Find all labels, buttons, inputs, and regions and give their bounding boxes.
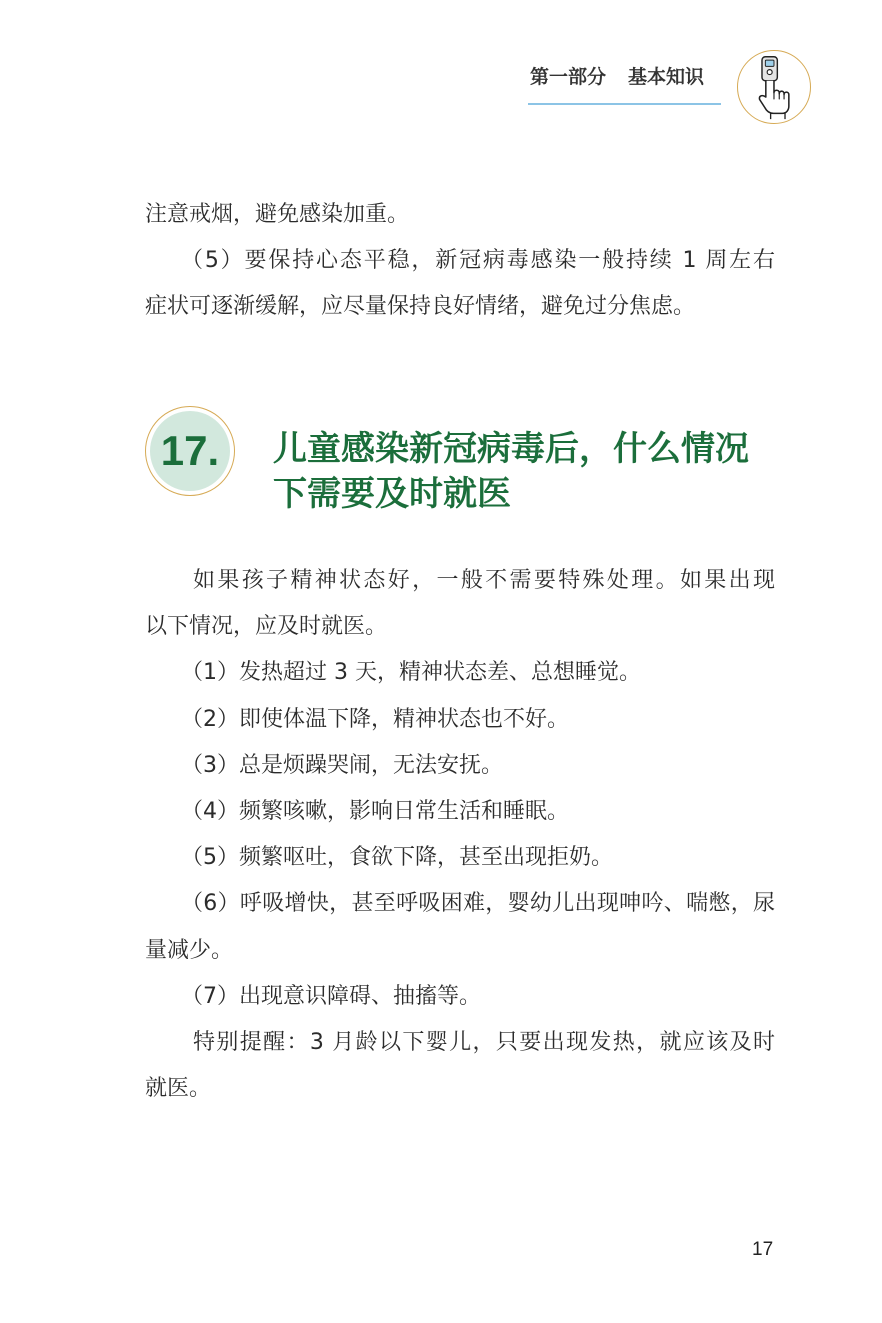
header-rule [528,103,721,105]
chapter-label: 基本知识 [628,66,705,88]
continued-text [145,192,775,331]
body-text-line: 以下情况，应及时就医。 [145,614,388,640]
section-title-line: 下需要及时就医 [273,474,511,514]
hand-pulse-oximeter-icon [737,50,811,124]
list-item-line: （1）发热超过 3 天，精神状态差、总想睡觉。 [181,660,641,686]
list-item-line: （5）要保持心态平稳，新冠病毒感染一般持续 1 周左右 [181,248,775,274]
reminder-line: 就医。 [145,1076,212,1102]
part-label: 第一部分 [530,66,607,88]
page-number: 17 [752,1239,774,1260]
list-item-line: （2）即使体温下降，精神状态也不好。 [181,706,569,732]
list-item-line: （7）出现意识障碍、抽搐等。 [181,983,481,1009]
section-number: 17. [160,427,220,474]
body-text-line: 注意戒烟，避免感染加重。 [145,202,410,227]
list-item-line: （3）总是烦躁哭闹，无法安抚。 [181,752,503,778]
body-text-line: 如果孩子精神状态好，一般不需要特殊处理。如果出现 [193,568,775,593]
list-item-line: （5）频繁呕吐，食欲下降，甚至出现拒奶。 [181,845,613,871]
section-body [145,558,775,1112]
section-title [273,427,833,517]
running-header [530,65,704,89]
list-item-line: （4）频繁咳嗽，影响日常生活和睡眠。 [181,798,569,824]
reminder-line: 特别提醒：3 月龄以下婴儿，只要出现发热，就应该及时 [193,1029,775,1055]
list-item-line: 量减少。 [145,937,234,963]
list-item-line: 症状可逐渐缓解，应尽量保持良好情绪，避免过分焦虑。 [145,294,696,320]
section-title-line: 儿童感染新冠病毒后，什么情况 [273,429,749,469]
list-item-line: （6）呼吸增快，甚至呼吸困难，婴幼儿出现呻吟、喘憋，尿 [181,891,775,917]
